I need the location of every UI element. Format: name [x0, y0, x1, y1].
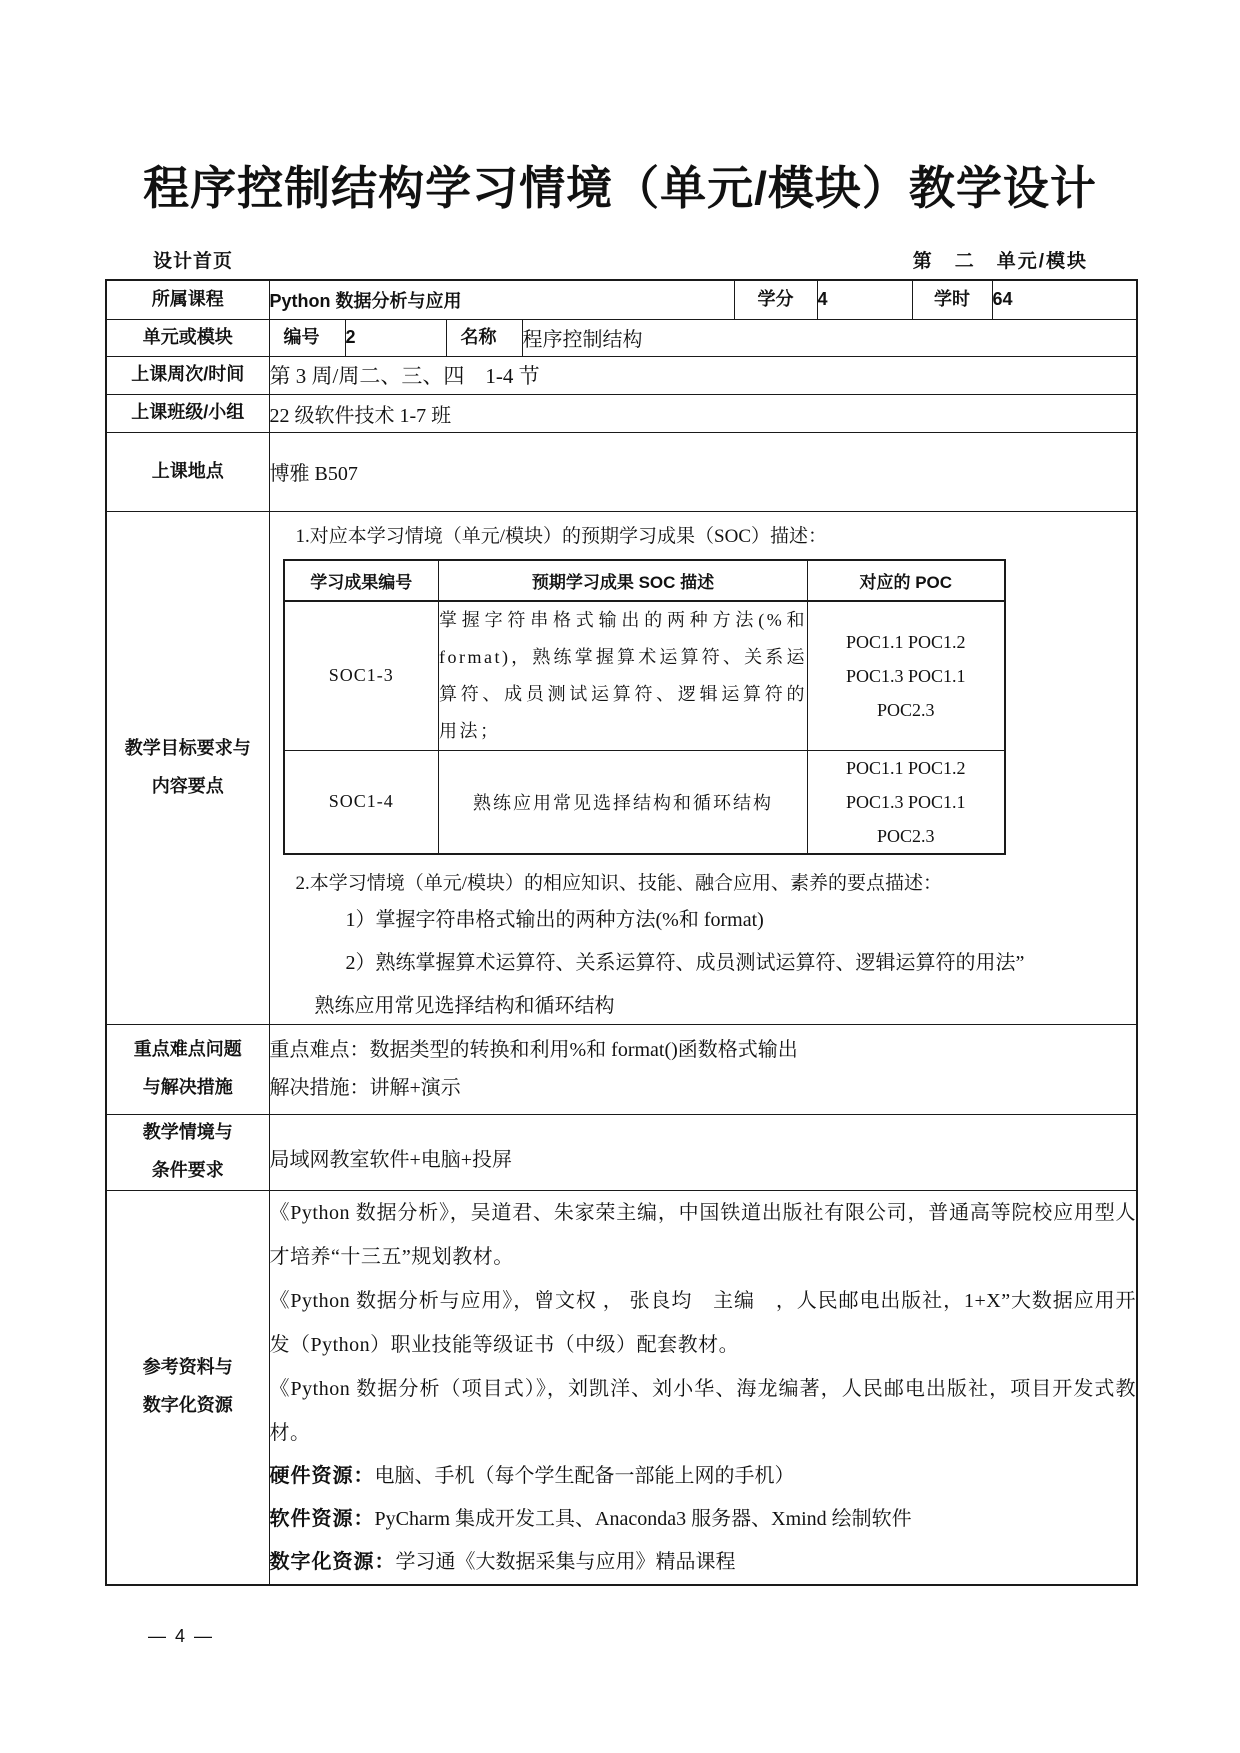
soc-row-1-poc-line2: POC1.3 POC1.1 [845, 665, 966, 686]
subheader [105, 246, 1136, 273]
reference-book-3: 《Python 数据分析（项目式）》，刘凯洋、刘小华、海龙编著，人民邮电出版社，项目开发式教材。 [269, 1377, 1136, 1444]
soc-header-desc: 预期学习成果 SOC 描述 [439, 560, 808, 601]
soc-row-1-code: SOC1-3 [284, 601, 439, 751]
table-row-references [106, 1190, 1137, 1585]
reference-book-2: 《Python 数据分析与应用》，曾文权 ， 张良均 主编 ，人民邮电出版社，1+X”大数据应用开发（Python）职业技能等级证书（中级）配套教材。 [269, 1289, 1136, 1356]
objectives-label [106, 511, 269, 1024]
subheader-unit-number: 第 二 单元/模块 [912, 251, 1088, 272]
references-label [106, 1190, 269, 1585]
objectives-label-line1: 教学目标要求与 [124, 737, 251, 758]
course-label: 所属课程 [106, 280, 269, 319]
unit-name-value: 程序控制结构 [522, 319, 1137, 356]
unit-no-value: 2 [345, 319, 446, 356]
environment-label-line1: 教学情境与 [142, 1122, 233, 1143]
soc-row-1 [284, 601, 1005, 751]
subheader-design-homepage: 设计首页 [153, 251, 234, 272]
page-title: 程序控制结构学习情境（单元/模块）教学设计 [143, 162, 1097, 214]
environment-label [106, 1114, 269, 1190]
week-label: 上课周次/时间 [106, 356, 269, 394]
objective-point-1: 1）掌握字符串格式输出的两种方法(%和 format) [345, 908, 764, 931]
difficulties-label-line1: 重点难点问题 [133, 1039, 242, 1060]
software-resources-value: PyCharm 集成开发工具、Anaconda3 服务器、Xmind 绘制软件 [374, 1507, 912, 1530]
soc-intro: 1.对应本学习情境（单元/模块）的预期学习成果（SOC）描述： [295, 525, 827, 547]
hours-value: 64 [992, 280, 1137, 319]
credit-value: 4 [817, 280, 912, 319]
soc-header-row [284, 560, 1005, 601]
soc-row-2-poc-line1: POC1.1 POC1.2 [845, 757, 966, 778]
hardware-resources-value: 电脑、手机（每个学生配备一部能上网的手机） [374, 1464, 795, 1487]
class-value: 22 级软件技术 1-7 班 [269, 394, 1137, 432]
table-row-unit [106, 319, 1137, 356]
difficulties-label-line2: 与解决措施 [142, 1077, 233, 1097]
objective-point-3: 熟练应用常见选择结构和循环结构 [314, 994, 615, 1017]
table-row-week [106, 356, 1137, 394]
soc-row-2-poc-line3: POC2.3 [876, 825, 935, 846]
class-label: 上课班级/小组 [106, 394, 269, 432]
software-resources-line [270, 1498, 1137, 1541]
digital-resources-line [270, 1541, 1137, 1584]
points-intro: 2.本学习情境（单元/模块）的相应知识、技能、融合应用、素养的要点描述： [295, 872, 943, 894]
references-label-line1: 参考资料与 [142, 1357, 233, 1378]
page-number: — 4 — [148, 1626, 215, 1646]
references-content [269, 1190, 1137, 1585]
environment-label-line2: 条件要求 [151, 1160, 224, 1180]
soc-row-2-poc [808, 750, 1005, 854]
references-label-line2: 数字化资源 [142, 1395, 233, 1415]
difficulties-line2: 解决措施：讲解+演示 [269, 1077, 461, 1099]
table-row-environment [106, 1114, 1137, 1190]
hours-label: 学时 [912, 280, 992, 319]
reference-book-1: 《Python 数据分析》，吴道君、朱家荣主编，中国铁道出版社有限公司，普通高等院校应用型人才培养“十三五”规划教材。 [269, 1201, 1136, 1268]
difficulties-line1: 重点难点：数据类型的转换和利用%和 format()函数格式输出 [269, 1039, 798, 1061]
location-value: 博雅 B507 [269, 432, 1137, 511]
soc-row-2-code: SOC1-4 [284, 750, 439, 854]
soc-header-code: 学习成果编号 [284, 560, 439, 601]
hardware-resources-line [270, 1455, 1137, 1498]
unit-no-label: 编号 [269, 319, 345, 356]
difficulties-content [269, 1024, 1137, 1114]
soc-row-1-poc-line1: POC1.1 POC1.2 [845, 631, 966, 652]
objective-point-2: 2）熟练掌握算术运算符、关系运算符、成员测试运算符、逻辑运算符的用法” [345, 951, 1025, 974]
table-row-difficulties [106, 1024, 1137, 1114]
unit-name-label: 名称 [446, 319, 522, 356]
objectives-label-line2: 内容要点 [151, 775, 224, 796]
environment-value: 局域网教室软件+电脑+投屏 [269, 1114, 1137, 1190]
design-homepage-table [105, 279, 1138, 1586]
soc-header-poc: 对应的 POC [808, 560, 1005, 601]
soc-row-1-desc: 掌握字符串格式输出的两种方法(%和 format)，熟练掌握算术运算符、关系运算符、成员测试运算符、逻辑运算符的用法； [439, 601, 808, 751]
table-row-objectives [106, 511, 1137, 1024]
soc-table [283, 559, 1006, 855]
soc-row-1-poc [808, 601, 1005, 751]
objectives-content [269, 511, 1137, 1024]
soc-row-2 [284, 750, 1005, 854]
location-label: 上课地点 [106, 432, 269, 511]
soc-row-2-poc-line2: POC1.3 POC1.1 [845, 791, 966, 812]
table-row-course [106, 280, 1137, 319]
software-resources-label: 软件资源： [269, 1507, 375, 1530]
table-row-class [106, 394, 1137, 432]
digital-resources-label: 数字化资源： [269, 1550, 396, 1573]
difficulties-label [106, 1024, 269, 1114]
soc-row-2-desc: 熟练应用常见选择结构和循环结构 [439, 750, 808, 854]
hardware-resources-label: 硬件资源： [269, 1464, 375, 1487]
credit-label: 学分 [734, 280, 817, 319]
table-row-location [106, 432, 1137, 511]
digital-resources-value: 学习通《大数据采集与应用》精品课程 [395, 1550, 736, 1573]
soc-row-1-poc-line3: POC2.3 [876, 699, 935, 720]
week-value: 第 3 周/周二、三、四 1-4 节 [269, 356, 1137, 394]
unit-label: 单元或模块 [106, 319, 269, 356]
course-value: Python 数据分析与应用 [269, 280, 734, 319]
